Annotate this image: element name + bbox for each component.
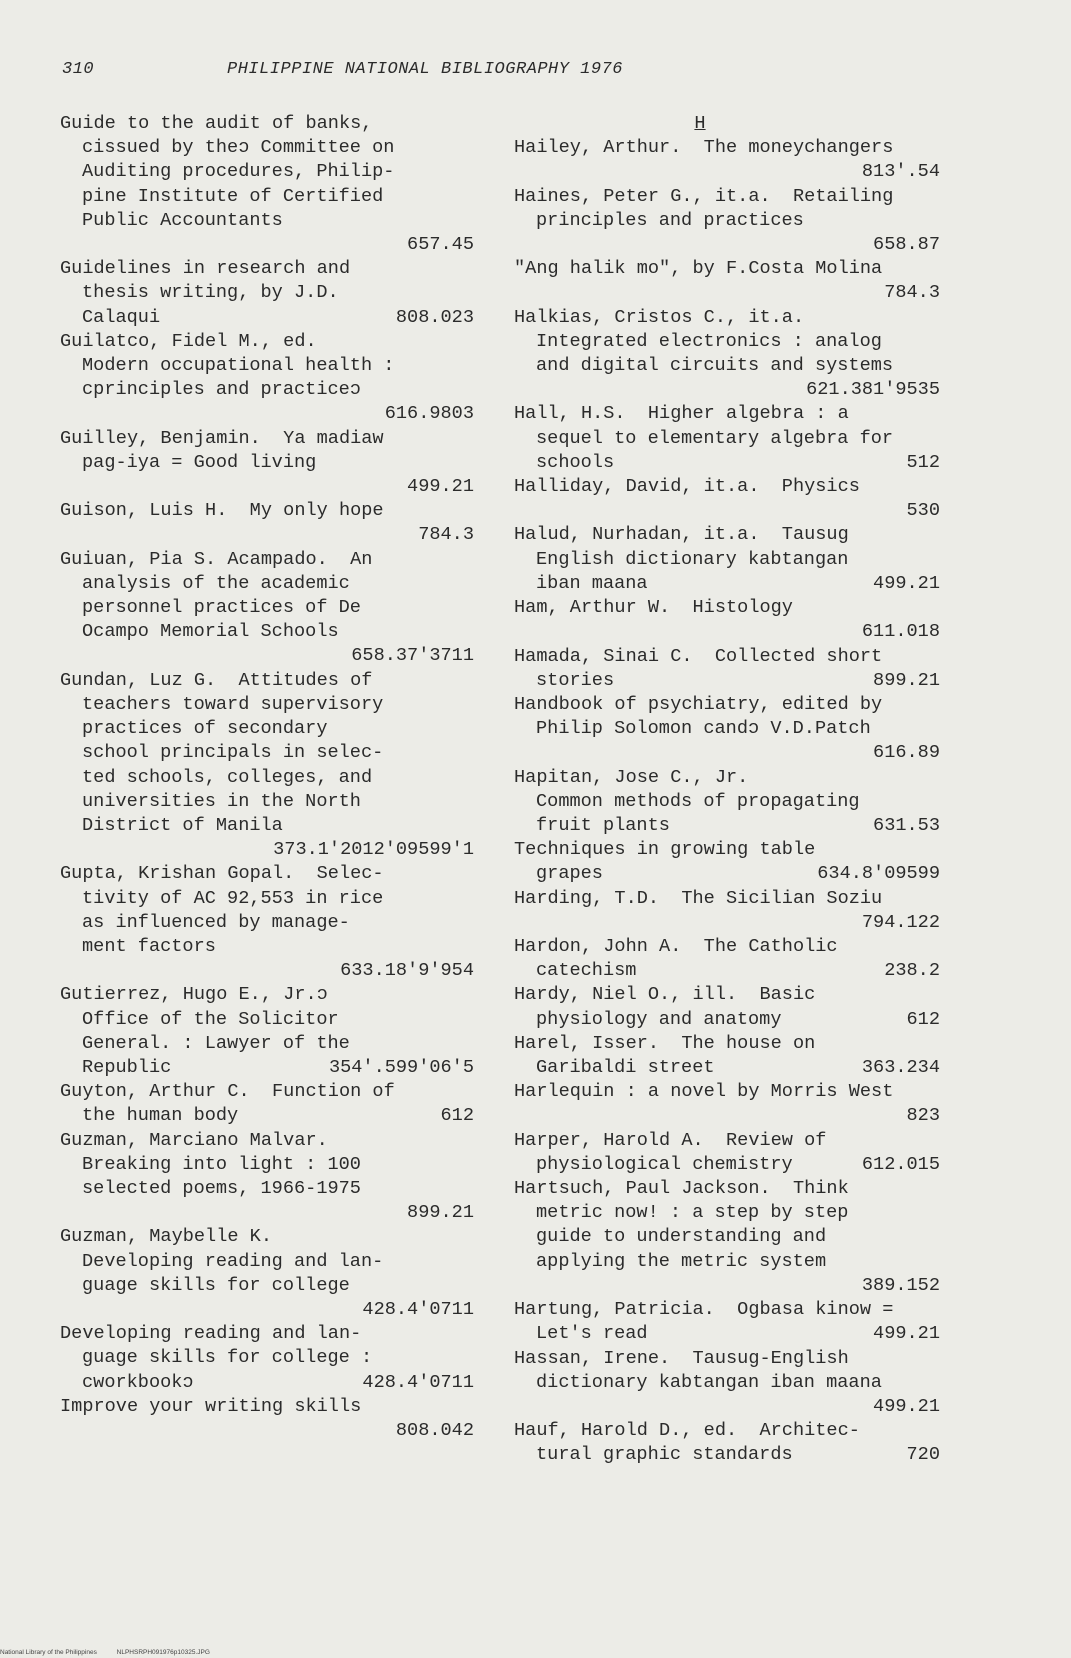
right-column <box>514 112 946 1468</box>
entry-continuation-line: physiological chemistry <box>536 1153 793 1175</box>
bibliography-entry <box>60 112 480 257</box>
class-number: 808.023 <box>395 306 474 328</box>
class-number: 499.21 <box>873 1323 940 1345</box>
class-number: 512 <box>906 451 940 473</box>
entry-heading-line: Hauf, Harold D., ed. Architec- <box>514 1420 860 1442</box>
class-number: 658.87 <box>873 234 940 256</box>
bibliography-entry <box>514 523 946 596</box>
entry-heading-line: Hardy, Niel O., ill. Basic <box>514 984 816 1006</box>
bibliography-entry <box>60 427 480 500</box>
bibliography-entry <box>514 1347 946 1420</box>
entry-continuation-line: iban maana <box>536 572 648 594</box>
entry-heading-line: Hamada, Sinai C. Collected short <box>514 645 883 667</box>
entry-continuation-line: guage skills for college : <box>82 1347 373 1369</box>
entry-continuation-line: cissued by theɔ Committee on <box>82 137 395 159</box>
entry-continuation-line: Republic <box>82 1056 172 1078</box>
class-number: 373.1'2012'09599'1 <box>273 839 474 861</box>
bibliography-entry <box>514 1129 946 1177</box>
bibliography-entry <box>60 1225 480 1322</box>
class-number: 813'.54 <box>861 161 940 183</box>
bibliography-entry <box>60 499 480 547</box>
entry-heading-line: Hardon, John A. The Catholic <box>514 935 838 957</box>
entry-heading-line: Gutierrez, Hugo E., Jr.ɔ <box>60 984 328 1006</box>
entry-continuation-line: fruit plants <box>536 814 670 836</box>
entry-heading-line: Hartsuch, Paul Jackson. Think <box>514 1178 849 1200</box>
bibliography-entry <box>60 257 480 330</box>
entry-heading-line: Halud, Nurhadan, it.a. Tausug <box>514 524 849 546</box>
entry-continuation-line: Let's read <box>536 1323 648 1345</box>
entry-heading-line: Hall, H.S. Higher algebra : a <box>514 403 849 425</box>
footer-file-id: NLPHSRPH091976p10325.JPG <box>116 1649 210 1656</box>
class-number: 899.21 <box>407 1202 474 1224</box>
bibliography-entry <box>60 548 480 669</box>
entry-heading-line: Halliday, David, it.a. Physics <box>514 476 860 498</box>
entry-continuation-line: cprinciples and practiceɔ <box>82 379 361 401</box>
bibliography-entry <box>514 112 946 136</box>
entry-continuation-line: as influenced by manage- <box>82 911 350 933</box>
bibliography-entry <box>514 596 946 644</box>
entry-heading-line: Guilley, Benjamin. Ya madiaw <box>60 427 384 449</box>
bibliography-entry <box>514 935 946 983</box>
entry-continuation-line: General. : Lawyer of the <box>82 1032 350 1054</box>
running-title: PHILIPPINE NATIONAL BIBLIOGRAPHY 1976 <box>227 60 623 79</box>
entry-heading-line: Guidelines in research and <box>60 258 351 280</box>
entry-heading-line: Harlequin : a novel by Morris West <box>514 1081 894 1103</box>
bibliography-entry <box>514 475 946 523</box>
entry-continuation-line: Developing reading and lan- <box>82 1250 384 1272</box>
entry-continuation-line: cworkbookɔ <box>82 1371 194 1393</box>
class-number: 899.21 <box>873 669 940 691</box>
entry-continuation-line: Common methods of propagating <box>536 790 860 812</box>
entry-continuation-line: stories <box>536 669 615 691</box>
bibliography-entry <box>514 645 946 693</box>
class-number: 621.381'9535 <box>806 379 940 401</box>
bibliography-entry <box>514 257 946 305</box>
entry-continuation-line: personnel practices of De <box>82 597 361 619</box>
class-number: 499.21 <box>873 572 940 594</box>
bibliography-entry <box>60 1395 480 1443</box>
bibliography-entry <box>514 402 946 475</box>
entry-continuation-line: applying the metric system <box>536 1250 827 1272</box>
entry-continuation-line: and digital circuits and systems <box>536 355 894 377</box>
entry-continuation-line: thesis writing, by J.D. <box>82 282 339 304</box>
class-number: 808.042 <box>395 1420 474 1442</box>
left-column <box>60 112 480 1443</box>
class-number: 612.015 <box>861 1153 940 1175</box>
entry-continuation-line: Breaking into light : 100 <box>82 1153 361 1175</box>
entry-continuation-line: sequel to elementary algebra for <box>536 427 894 449</box>
bibliography-entry <box>60 669 480 863</box>
letter-heading: H <box>694 113 706 134</box>
entry-continuation-line: guage skills for college <box>82 1274 350 1296</box>
bibliography-entry <box>60 862 480 983</box>
entry-heading-line: Guzman, Marciano Malvar. <box>60 1129 328 1151</box>
entry-continuation-line: principles and practices <box>536 209 804 231</box>
entry-continuation-line: universities in the North <box>82 790 361 812</box>
footer <box>0 1649 228 1656</box>
entry-heading-line: Guiuan, Pia S. Acampado. An <box>60 548 373 570</box>
bibliography-entry <box>514 887 946 935</box>
entry-continuation-line: schools <box>536 451 615 473</box>
entry-continuation-line: guide to understanding and <box>536 1226 827 1248</box>
entry-continuation-line: tivity of AC 92,553 in rice <box>82 887 384 909</box>
bibliography-entry <box>514 766 946 839</box>
class-number: 631.53 <box>873 814 940 836</box>
class-number: 354'.599'06'5 <box>328 1056 474 1078</box>
bibliography-entry <box>514 136 946 184</box>
entry-continuation-line: Office of the Solicitor <box>82 1008 339 1030</box>
bibliography-entry <box>514 983 946 1031</box>
class-number: 658.37'3711 <box>351 645 474 667</box>
class-number: 823 <box>906 1105 940 1127</box>
class-number: 389.152 <box>861 1274 940 1296</box>
class-number: 611.018 <box>861 621 940 643</box>
entry-continuation-line: pag-iya = Good living <box>82 451 317 473</box>
bibliography-entry <box>514 306 946 403</box>
entry-heading-line: Hassan, Irene. Tausug-English <box>514 1347 849 1369</box>
entry-continuation-line: selected poems, 1966-1975 <box>82 1177 361 1199</box>
entry-heading-line: Hailey, Arthur. The moneychangers <box>514 137 894 159</box>
class-number: 363.234 <box>861 1057 940 1079</box>
footer-library: National Library of the Philippines <box>0 1649 97 1656</box>
class-number: 612 <box>440 1105 474 1127</box>
entry-heading-line: Hartung, Patricia. Ogbasa kinow = <box>514 1299 894 1321</box>
bibliography-entry <box>514 693 946 766</box>
entry-heading-line: Haines, Peter G., it.a. Retailing <box>514 185 894 207</box>
bibliography-entry <box>60 1129 480 1226</box>
class-number: 784.3 <box>884 282 940 304</box>
entry-continuation-line: Auditing procedures, Philip- <box>82 161 395 183</box>
entry-heading-line: Guison, Luis H. My only hope <box>60 500 384 522</box>
entry-continuation-line: dictionary kabtangan iban maana <box>536 1371 882 1393</box>
entry-heading-line: Developing reading and lan- <box>60 1323 362 1345</box>
class-number: 794.122 <box>861 911 940 933</box>
entry-continuation-line: Integrated electronics : analog <box>536 330 882 352</box>
bibliography-entry <box>514 1177 946 1298</box>
class-number: 784.3 <box>418 524 474 546</box>
entry-heading-line: Harper, Harold A. Review of <box>514 1129 827 1151</box>
class-number: 530 <box>906 500 940 522</box>
bibliography-entry <box>60 330 480 427</box>
entry-continuation-line: grapes <box>536 863 603 885</box>
bibliography-entry <box>60 1080 480 1128</box>
entry-heading-line: Harel, Isser. The house on <box>514 1032 816 1054</box>
class-number: 634.8'09599 <box>817 863 940 885</box>
entry-continuation-line: school principals in selec- <box>82 742 384 764</box>
class-number: 428.4'0711 <box>362 1371 474 1393</box>
entry-continuation-line: ment factors <box>82 935 216 957</box>
entry-continuation-line: practices of secondary <box>82 718 328 740</box>
entry-continuation-line: tural graphic standards <box>536 1444 793 1466</box>
entry-continuation-line: English dictionary kabtangan <box>536 548 849 570</box>
class-number: 428.4'0711 <box>362 1299 474 1320</box>
entry-continuation-line: Public Accountants <box>82 209 283 231</box>
bibliography-entry <box>60 1322 480 1395</box>
bibliography-entry <box>514 838 946 886</box>
entry-heading-line: Guyton, Arthur C. Function of <box>60 1081 395 1103</box>
class-number: 238.2 <box>884 960 940 982</box>
class-number: 499.21 <box>407 476 474 498</box>
entry-heading-line: Improve your writing skills <box>60 1395 362 1417</box>
entry-continuation-line: teachers toward supervisory <box>82 693 384 715</box>
class-number: 616.9803 <box>384 403 474 425</box>
bibliography-entry <box>514 185 946 258</box>
entry-continuation-line: catechism <box>536 960 637 982</box>
entry-continuation-line: Calaqui <box>82 306 161 328</box>
class-number: 616.89 <box>873 742 940 764</box>
entry-continuation-line: pine Institute of Certified <box>82 185 384 207</box>
entry-heading-line: Guzman, Maybelle K. <box>60 1226 273 1248</box>
bibliography-entry <box>514 1298 946 1346</box>
bibliography-entry <box>514 1419 946 1467</box>
entry-continuation-line: the human body <box>82 1105 239 1127</box>
entry-continuation-line: Philip Solomon candɔ V.D.Patch <box>536 718 871 740</box>
bibliography-entry <box>514 1080 946 1128</box>
bibliography-entry <box>514 1032 946 1080</box>
entry-heading-line: Gupta, Krishan Gopal. Selec- <box>60 863 384 885</box>
entry-heading-line: "Ang halik mo", by F.Costa Molina <box>514 258 883 280</box>
class-number: 499.21 <box>873 1395 940 1417</box>
entry-heading-line: Harding, T.D. The Sicilian Soziu <box>514 887 883 909</box>
entry-heading-line: Gundan, Luz G. Attitudes of <box>60 669 373 691</box>
entry-continuation-line: Modern occupational health : <box>82 355 395 377</box>
entry-heading-line: Guide to the audit of banks, <box>60 113 373 134</box>
entry-heading-line: Halkias, Cristos C., it.a. <box>514 306 805 328</box>
page-number: 310 <box>62 60 95 79</box>
entry-heading-line: Techniques in growing table <box>514 839 816 861</box>
entry-heading-line: Ham, Arthur W. Histology <box>514 597 793 619</box>
entry-continuation-line: District of Manila <box>82 814 283 836</box>
class-number: 720 <box>906 1444 940 1466</box>
entry-continuation-line: physiology and anatomy <box>536 1008 782 1030</box>
entry-continuation-line: Garibaldi street <box>536 1057 715 1079</box>
entry-heading-line: Hapitan, Jose C., Jr. <box>514 766 749 788</box>
class-number: 657.45 <box>407 234 474 256</box>
entry-continuation-line: ted schools, colleges, and <box>82 766 373 788</box>
class-number: 612 <box>906 1008 940 1030</box>
entry-continuation-line: Ocampo Memorial Schools <box>82 621 339 643</box>
entry-continuation-line: metric now! : a step by step <box>536 1202 849 1224</box>
class-number: 633.18'9'954 <box>340 960 474 982</box>
entry-continuation-line: analysis of the academic <box>82 572 350 594</box>
bibliography-entry <box>60 983 480 1080</box>
entry-heading-line: Handbook of psychiatry, edited by <box>514 693 883 715</box>
entry-heading-line: Guilatco, Fidel M., ed. <box>60 330 317 352</box>
